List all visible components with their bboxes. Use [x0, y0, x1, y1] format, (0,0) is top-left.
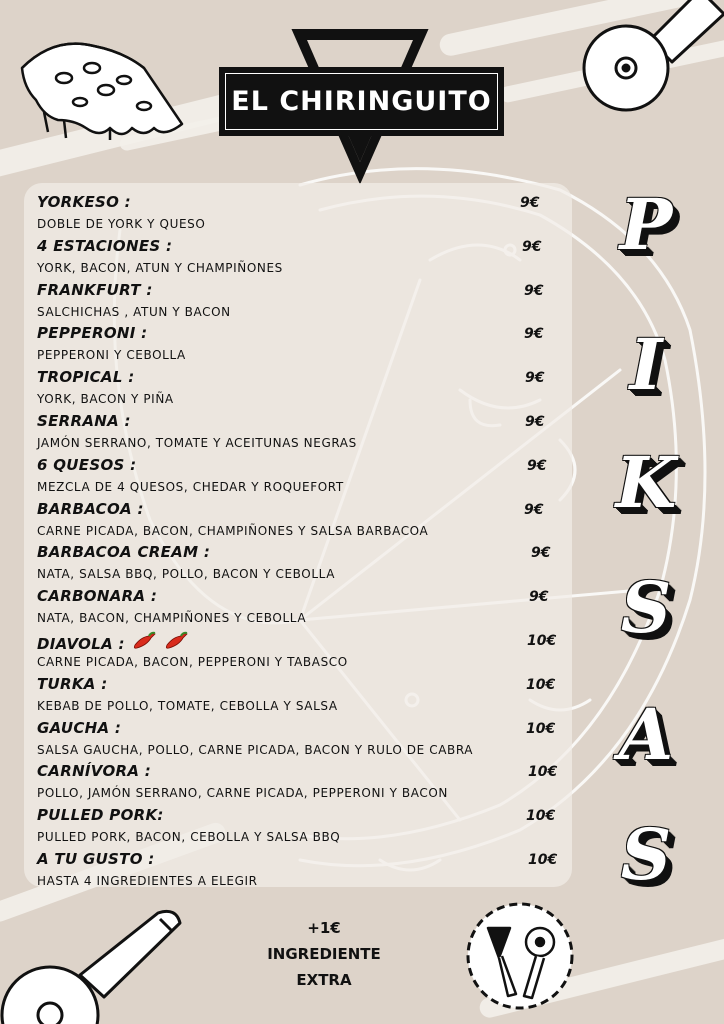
pizza-price: 9€ [525, 413, 545, 430]
pizza-price: 9€ [525, 370, 545, 387]
pizza-price: 9€ [527, 457, 547, 474]
menu-item [37, 193, 567, 237]
pizza-name: PEPPERONI : [37, 324, 148, 343]
chili-pepper-icon [131, 631, 157, 651]
pizza-price: 9€ [531, 545, 551, 562]
menu-item [37, 762, 567, 806]
menu-item [37, 500, 567, 544]
pizza-slice-icon [14, 28, 190, 140]
extra-label-1: INGREDIENTE [267, 945, 381, 963]
pizza-name: TROPICAL : [37, 368, 135, 387]
pizza-name: A TU GUSTO : [37, 849, 155, 868]
side-title-letter: I [629, 323, 663, 406]
pizza-price: 9€ [524, 326, 544, 343]
menu-item [37, 543, 567, 587]
pizza-name: PULLED PORK: [37, 806, 164, 825]
extra-ingredient-note [244, 915, 404, 993]
pizza-price: 10€ [526, 720, 556, 737]
pizza-price: 10€ [526, 808, 556, 825]
title-banner [219, 67, 504, 136]
pizza-name: SERRANA : [37, 411, 131, 430]
pizza-ingredients: DOBLE DE YORK Y QUESO [37, 217, 206, 231]
pizza-tools-badge-icon [458, 900, 582, 1012]
extra-label-2: EXTRA [296, 971, 352, 989]
pizza-name: BARBACOA CREAM : [37, 543, 211, 562]
pizza-menu-list [37, 193, 567, 894]
pizza-ingredients: CARNE PICADA, BACON, PEPPERONI Y TABASCO [37, 654, 348, 669]
menu-item [37, 719, 567, 763]
menu-item [37, 281, 567, 325]
pizza-ingredients: PEPPERONI Y CEBOLLA [37, 348, 186, 363]
menu-item [37, 806, 567, 850]
side-title-letter: A [618, 693, 674, 776]
pizza-price: 10€ [528, 764, 558, 781]
pizza-name: TURKA : [37, 674, 108, 693]
extra-price: +1€ [307, 919, 341, 937]
pizza-price: 9€ [524, 282, 544, 299]
pizza-name: FRANKFURT : [37, 280, 153, 299]
menu-item [37, 850, 567, 894]
menu-item [37, 412, 567, 456]
pizza-ingredients: POLLO, JAMÓN SERRANO, CARNE PICADA, PEPPERONI Y BACON [37, 786, 448, 801]
menu-item [37, 237, 567, 281]
pizza-name: DIAVOLA : [37, 631, 189, 653]
pizza-ingredients: MEZCLA DE 4 QUESOS, CHEDAR Y ROQUEFORT [37, 479, 344, 494]
pizza-ingredients: NATA, BACON, CHAMPIÑONES Y CEBOLLA [37, 611, 307, 626]
pizza-ingredients: SALCHICHAS , ATUN Y BACON [37, 304, 231, 319]
pizza-name: CARBONARA : [37, 587, 158, 606]
menu-item [37, 587, 567, 631]
pizza-price: 10€ [528, 851, 558, 868]
pizza-ingredients: HASTA 4 INGREDIENTES A ELEGIR [37, 873, 258, 888]
side-title-letter: S [620, 813, 672, 896]
menu-item [37, 368, 567, 412]
pizza-price: 9€ [520, 195, 540, 211]
pizza-name: GAUCHA : [37, 718, 122, 737]
pizza-name: 4 ESTACIONES : [37, 236, 173, 255]
pizza-ingredients: JAMÓN SERRANO, TOMATE Y ACEITUNAS NEGRAS [37, 435, 357, 450]
pizza-ingredients: CARNE PICADA, BACON, CHAMPIÑONES Y SALSA BARBACOA [37, 523, 429, 538]
side-title-letter: P [619, 183, 673, 266]
pizza-cutter-icon [0, 905, 190, 1024]
pizza-ingredients: KEBAB DE POLLO, TOMATE, CEBOLLA Y SALSA [37, 698, 338, 713]
menu-item [37, 324, 567, 368]
pizza-ingredients: PULLED PORK, BACON, CEBOLLA Y SALSA BBQ [37, 830, 341, 845]
pizza-name: YORKESO : [37, 193, 131, 211]
pizza-ingredients: YORK, BACON, ATUN Y CHAMPIÑONES [37, 260, 283, 275]
pizza-cutter-icon [580, 0, 724, 112]
chili-pepper-icon [163, 631, 189, 651]
pizza-name: BARBACOA : [37, 499, 144, 518]
pizza-price: 9€ [524, 501, 544, 518]
pizza-ingredients: YORK, BACON Y PIÑA [37, 392, 174, 407]
menu-item [37, 456, 567, 500]
pizza-price: 9€ [529, 589, 549, 606]
side-title-letter: K [615, 441, 677, 524]
pizza-price: 9€ [522, 238, 542, 255]
menu-item [37, 675, 567, 719]
pizza-price: 10€ [527, 632, 557, 649]
pizza-price: 10€ [526, 676, 556, 693]
pizza-ingredients: SALSA GAUCHA, POLLO, CARNE PICADA, BACON Y RULO DE CABRA [37, 742, 474, 757]
side-title-letter: S [620, 566, 672, 649]
pizza-ingredients: NATA, SALSA BBQ, POLLO, BACON Y CEBOLLA [37, 567, 335, 582]
restaurant-title: EL CHIRINGUITO [231, 86, 492, 117]
pizza-name: CARNÍVORA : [37, 762, 152, 781]
pizza-name: 6 QUESOS : [37, 455, 137, 474]
menu-item [37, 631, 567, 675]
